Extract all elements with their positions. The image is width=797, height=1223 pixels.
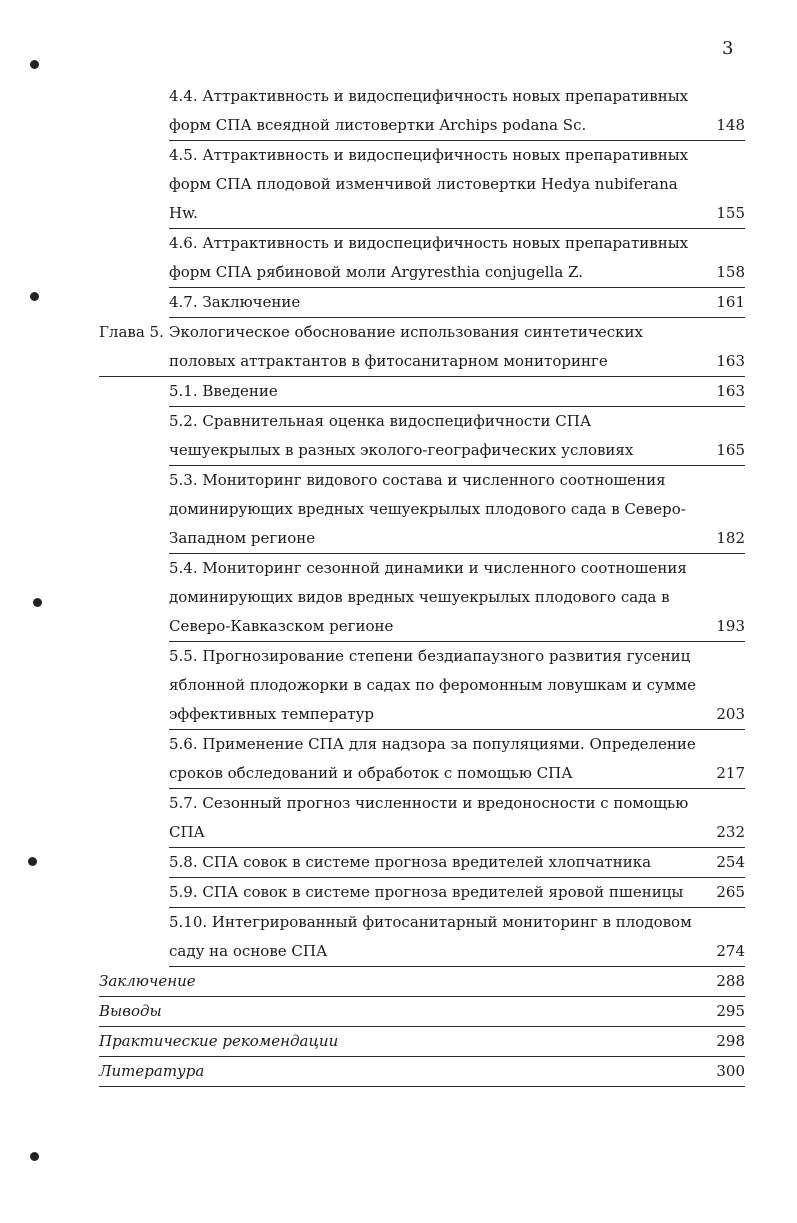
toc-entry[interactable] — [169, 642, 745, 730]
toc-entry-title: Заключение — [99, 972, 196, 990]
toc-entry-page: 254 — [716, 853, 745, 871]
toc-entry-title: 4.7. Заключение — [169, 293, 301, 311]
toc-entry-title: 5.8. СПА совок в системе прогноза вредителей хлопчатника — [169, 853, 652, 871]
toc-entry-title: 5.10. Интегрированный фитосанитарный мониторинг в плодовом саду на основе СПА — [169, 913, 692, 960]
toc-entry-page: 161 — [716, 293, 745, 311]
toc-entry-title: 4.5. Аттрактивность и видоспецифичность новых препаративных форм СПА плодовой изменчивой листовертки Hedya nubiferana Hw. — [169, 146, 689, 222]
toc-entry-page: 158 — [716, 263, 745, 281]
chapter-label: Глава 5. — [99, 323, 164, 341]
toc-entry-page: 295 — [716, 1002, 745, 1020]
binding-hole-mark — [30, 292, 39, 301]
toc-entry[interactable] — [169, 908, 745, 967]
table-of-contents — [99, 82, 745, 1087]
binding-hole-mark — [30, 60, 39, 69]
toc-entry-title: Выводы — [99, 1002, 162, 1020]
toc-entry[interactable] — [99, 1057, 745, 1087]
toc-entry-page: 182 — [716, 529, 745, 547]
toc-entry[interactable] — [169, 789, 745, 848]
toc-entry-page: 298 — [716, 1032, 745, 1050]
toc-entry[interactable] — [169, 466, 745, 554]
toc-entry-page: 265 — [716, 883, 745, 901]
toc-entry-page: 165 — [716, 441, 745, 459]
toc-entry-title: 5.3. Мониторинг видового состава и численного соотношения доминирующих вредных чешуекрылых плодового сада в Северо-Западном регионе — [169, 471, 686, 547]
toc-entry-page: 300 — [716, 1062, 745, 1080]
toc-entry[interactable] — [99, 318, 745, 377]
binding-hole-mark — [28, 857, 37, 866]
toc-entry-page: 155 — [716, 204, 745, 222]
toc-entry-page: 163 — [716, 352, 745, 370]
toc-entry[interactable] — [169, 848, 745, 878]
page-number: 3 — [722, 38, 734, 59]
binding-hole-mark — [33, 598, 42, 607]
toc-entry-title: 5.5. Прогнозирование степени бездиапаузного развития гусениц яблонной плодожорки в садах по феромонным ловушкам и сумме эффективных температур — [169, 647, 697, 723]
toc-entry[interactable] — [169, 229, 745, 288]
toc-entry[interactable] — [99, 997, 745, 1027]
toc-entry-page: 148 — [716, 116, 745, 134]
toc-entry-title: 5.1. Введение — [169, 382, 278, 400]
toc-entry-page: 193 — [716, 617, 745, 635]
toc-entry[interactable] — [169, 377, 745, 407]
toc-entry[interactable] — [169, 554, 745, 642]
toc-entry[interactable] — [169, 878, 745, 908]
toc-entry-title: 5.7. Сезонный прогноз численности и вредоносности с помощью СПА — [169, 794, 689, 841]
toc-entry-title: Литература — [99, 1062, 205, 1080]
toc-entry[interactable] — [169, 82, 745, 141]
toc-entry-page: 232 — [716, 823, 745, 841]
toc-entry-title: 5.2. Сравнительная оценка видоспецифичности СПА чешуекрылых в разных эколого-географических условиях — [169, 412, 634, 459]
toc-entry-page: 274 — [716, 942, 745, 960]
toc-entry-title: Практические рекомендации — [99, 1032, 339, 1050]
toc-entry[interactable] — [99, 967, 745, 997]
toc-entry[interactable] — [169, 730, 745, 789]
toc-entry-title: 5.6. Применение СПА для надзора за популяциями. Определение сроков обследований и обработок с помощью СПА — [169, 735, 696, 782]
toc-entry[interactable] — [99, 1027, 745, 1057]
toc-entry-title: 5.9. СПА совок в системе прогноза вредителей яровой пшеницы — [169, 883, 684, 901]
toc-entry[interactable] — [169, 288, 745, 318]
toc-entry-title: 4.6. Аттрактивность и видоспецифичность новых препаративных форм СПА рябиновой моли Argyresthia conjugella Z. — [169, 234, 689, 281]
toc-entry-page: 217 — [716, 764, 745, 782]
toc-entry-page: 203 — [716, 705, 745, 723]
toc-entry-title: Экологическое обоснование использования синтетических половых аттрактантов в фитосанитарном мониторинге — [169, 323, 643, 370]
toc-entry-page: 163 — [716, 382, 745, 400]
toc-entry[interactable] — [169, 141, 745, 229]
toc-entry-title: 5.4. Мониторинг сезонной динамики и численного соотношения доминирующих видов вредных чешуекрылых плодового сада в Северо-Кавказском регионе — [169, 559, 687, 635]
toc-entry[interactable] — [169, 407, 745, 466]
binding-hole-mark — [30, 1152, 39, 1161]
toc-entry-page: 288 — [716, 972, 745, 990]
toc-entry-title: 4.4. Аттрактивность и видоспецифичность новых препаративных форм СПА всеядной листовертки Archips podana Sc. — [169, 87, 689, 134]
